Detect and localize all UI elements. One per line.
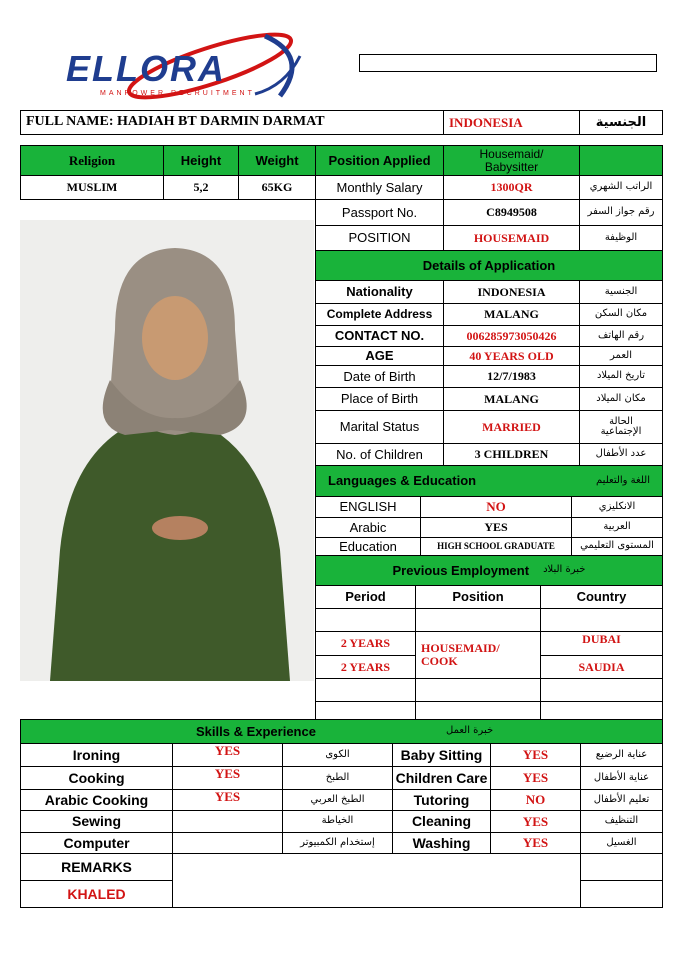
skill-ar: إستخدام الكمبيوتر: [282, 832, 393, 854]
employment-title-row: [315, 555, 663, 586]
employment-empty-cell: [315, 701, 416, 720]
employment-empty-cell: [315, 678, 416, 702]
languages-title-row: [315, 465, 663, 497]
details-ar: رقم الهاتف: [579, 325, 663, 347]
passport-label: Passport No.: [315, 199, 444, 226]
details-label: Nationality: [315, 280, 444, 304]
languages-title-ar: اللغة والتعليم: [596, 474, 650, 486]
height-header: Height: [163, 145, 239, 176]
skill-ar: التنظيف: [580, 810, 663, 833]
skill-ar: الطبخ: [282, 766, 393, 790]
logo-name: ELLORA: [66, 48, 226, 89]
employment-title: Previous Employment: [392, 562, 530, 578]
skill-label: Children Care: [392, 766, 491, 790]
details-ar: تاريخ الميلاد: [579, 365, 663, 388]
skill-value: YES: [490, 766, 581, 790]
skill-value: [172, 832, 283, 854]
language-label: Education: [315, 537, 421, 556]
skill-ar: الخياطة: [282, 810, 393, 833]
skill-value: YES: [172, 789, 283, 811]
skill-label: Baby Sitting: [392, 743, 491, 767]
details-ar: الجنسية: [579, 280, 663, 304]
details-ar: العمر: [579, 346, 663, 366]
header-nationality-ar: الجنسية: [579, 110, 663, 135]
details-label: No. of Children: [315, 443, 444, 466]
position-ar: الوظيفة: [579, 225, 663, 251]
details-ar: الحالة الإجتماعية: [579, 410, 663, 444]
skill-label: Arabic Cooking: [20, 789, 173, 811]
skill-ar: عناية الرضيع: [580, 743, 663, 767]
skill-ar: الكوى: [282, 743, 393, 767]
position-value: HOUSEMAID: [443, 225, 580, 251]
details-label: CONTACT NO.: [315, 325, 444, 347]
employment-period: 2 YEARS: [315, 631, 416, 656]
language-ar: الانكليزي: [571, 496, 663, 518]
skill-value: YES: [490, 810, 581, 833]
language-ar: المستوى التعليمي: [571, 537, 663, 556]
skill-label: Computer: [20, 832, 173, 854]
logo-tagline: MANPOWER RECRUITMENT: [100, 90, 255, 97]
details-value: 006285973050426: [443, 325, 580, 347]
language-ar: العربية: [571, 517, 663, 538]
person-portrait-icon: [20, 220, 314, 681]
details-value: INDONESIA: [443, 280, 580, 304]
skill-label: Cleaning: [392, 810, 491, 833]
details-label: Complete Address: [315, 303, 444, 326]
language-label: ENGLISH: [315, 496, 421, 518]
salary-ar: الراتب الشهري: [579, 175, 663, 200]
passport-value: C8949508: [443, 199, 580, 226]
details-value: 3 CHILDREN: [443, 443, 580, 466]
position-applied-value: Housemaid/ Babysitter: [443, 145, 580, 176]
position-header-empty: [579, 145, 663, 176]
religion-header: Religion: [20, 145, 164, 176]
language-value: YES: [420, 517, 572, 538]
details-value: MALANG: [443, 303, 580, 326]
details-label: AGE: [315, 346, 444, 366]
details-value: MALANG: [443, 387, 580, 411]
skills-title: Skills & Experience: [196, 723, 316, 739]
salary-value: 1300QR: [443, 175, 580, 200]
salary-label: Monthly Salary: [315, 175, 444, 200]
remarks-label: REMARKS: [20, 853, 173, 881]
full-name: FULL NAME: HADIAH BT DARMIN DARMAT: [20, 110, 444, 135]
employment-empty-cell: [415, 608, 541, 632]
employment-position-header: Position: [415, 585, 541, 609]
employment-title-ar: خبرة البلاد: [543, 564, 586, 576]
employment-empty-cell: [415, 701, 541, 720]
skill-value: YES: [490, 832, 581, 854]
skills-title-ar: خبرة العمل: [446, 725, 494, 737]
skill-label: Cooking: [20, 766, 173, 790]
skill-label: Tutoring: [392, 789, 491, 811]
header-nationality: INDONESIA: [443, 110, 580, 135]
remarks-value: KHALED: [20, 880, 173, 908]
employment-empty-cell: [540, 678, 663, 702]
skill-value: YES: [172, 743, 283, 767]
languages-title: Languages & Education: [328, 473, 477, 489]
religion-value: MUSLIM: [20, 175, 164, 200]
weight-header: Weight: [238, 145, 316, 176]
remarks-box: [172, 853, 581, 908]
skill-label: Sewing: [20, 810, 173, 833]
language-value: NO: [420, 496, 572, 518]
employment-country: DUBAI: [540, 631, 663, 656]
skill-ar: عناية الأطفال: [580, 766, 663, 790]
skill-label: Ironing: [20, 743, 173, 767]
details-ar: مكان الميلاد: [579, 387, 663, 411]
employment-empty-cell: [540, 608, 663, 632]
employment-empty-cell: [415, 678, 541, 702]
employment-period: 2 YEARS: [315, 655, 416, 679]
position-header: Position Applied: [315, 145, 444, 176]
employment-position: HOUSEMAID/ COOK: [415, 631, 541, 679]
position-label: POSITION: [315, 225, 444, 251]
language-value: HIGH SCHOOL GRADUATE: [420, 537, 572, 556]
details-label: Marital Status: [315, 410, 444, 444]
candidate-photo: [20, 220, 314, 681]
details-label: Place of Birth: [315, 387, 444, 411]
employment-period-header: Period: [315, 585, 416, 609]
language-label: Arabic: [315, 517, 421, 538]
skill-value: NO: [490, 789, 581, 811]
details-title: Details of Application: [315, 250, 663, 281]
skill-value: [172, 810, 283, 833]
details-value: 12/7/1983: [443, 365, 580, 388]
remarks-side-cell: [580, 880, 663, 908]
skill-label: Washing: [392, 832, 491, 854]
details-label: Date of Birth: [315, 365, 444, 388]
details-ar: عدد الأطفال: [579, 443, 663, 466]
employment-empty-cell: [315, 608, 416, 632]
details-value: 40 YEARS OLD: [443, 346, 580, 366]
remarks-side-cell: [580, 853, 663, 881]
skill-ar: تعليم الأطفال: [580, 789, 663, 811]
weight-value: 65KG: [238, 175, 316, 200]
height-value: 5,2: [163, 175, 239, 200]
employment-country: SAUDIA: [540, 655, 663, 679]
employment-empty-cell: [540, 701, 663, 720]
skill-ar: الغسيل: [580, 832, 663, 854]
skill-value: YES: [172, 766, 283, 790]
reference-box: [359, 54, 657, 72]
passport-ar: رقم جواز السفر: [579, 199, 663, 226]
skill-ar: الطبخ العربي: [282, 789, 393, 811]
details-ar: مكان السكن: [579, 303, 663, 326]
employment-country-header: Country: [540, 585, 663, 609]
company-logo: [60, 26, 310, 108]
details-value: MARRIED: [443, 410, 580, 444]
skills-title-row: [20, 719, 663, 744]
skill-value: YES: [490, 743, 581, 767]
